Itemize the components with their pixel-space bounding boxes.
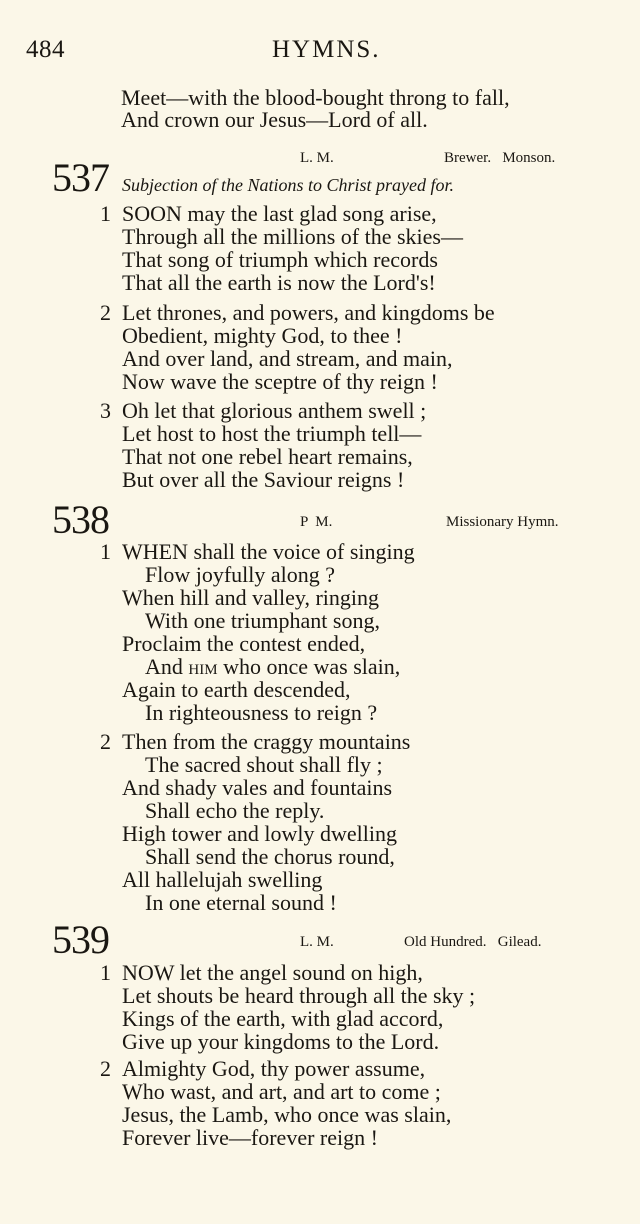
verse-line: Forever live—forever reign ! bbox=[122, 1125, 378, 1150]
verse-line: High tower and lowly dwelling bbox=[122, 821, 397, 846]
verse-line: Oh let that glorious anthem swell ; bbox=[122, 398, 427, 423]
divine-pronoun: him bbox=[188, 654, 218, 679]
meter-label: L. M. bbox=[300, 150, 334, 166]
verse-number: 1 bbox=[100, 201, 111, 226]
verse-line: Shall echo the reply. bbox=[145, 798, 325, 823]
hymn-number: 538 bbox=[52, 497, 109, 542]
meter-label: L. M. bbox=[300, 934, 334, 950]
verse-line: SOON may the last glad song arise, bbox=[122, 201, 437, 226]
verse-line: Obedient, mighty God, to thee ! bbox=[122, 323, 403, 348]
hymn-number: 539 bbox=[52, 917, 109, 962]
verse-number: 2 bbox=[100, 1056, 111, 1081]
carryover-line: Meet—with the blood-bought throng to fall, bbox=[121, 85, 510, 110]
tune-names: Missionary Hymn. bbox=[446, 514, 559, 530]
verse-line: That all the earth is now the Lord's! bbox=[122, 270, 436, 295]
verse-line: Let thrones, and powers, and kingdoms be bbox=[122, 300, 495, 325]
verse-line: All hallelujah swelling bbox=[122, 867, 323, 892]
carryover-line: And crown our Jesus—Lord of all. bbox=[121, 107, 428, 132]
verse-number: 1 bbox=[100, 539, 111, 564]
verse-line: Give up your kingdoms to the Lord. bbox=[122, 1029, 440, 1054]
verse-line: And him who once was slain, bbox=[145, 654, 401, 679]
verse-number: 1 bbox=[100, 960, 111, 985]
page-number: 484 bbox=[26, 36, 65, 63]
verse-number: 3 bbox=[100, 398, 111, 423]
meter-label: P M. bbox=[300, 514, 333, 530]
verse-line: WHEN shall the voice of singing bbox=[122, 539, 415, 564]
verse-line: Again to earth descended, bbox=[122, 677, 351, 702]
verse-line: In righteousness to reign ? bbox=[145, 700, 378, 725]
verse-line: Now wave the sceptre of thy reign ! bbox=[122, 369, 438, 394]
verse-line: But over all the Saviour reigns ! bbox=[122, 467, 405, 492]
verse-line: Proclaim the contest ended, bbox=[122, 631, 366, 656]
verse-number: 2 bbox=[100, 300, 111, 325]
tune-names: Brewer. Monson. bbox=[444, 150, 556, 166]
verse-line: Then from the craggy mountains bbox=[122, 729, 411, 754]
verse-line: That not one rebel heart remains, bbox=[122, 444, 413, 469]
verse-line: Kings of the earth, with glad accord, bbox=[122, 1006, 444, 1031]
running-title: HYMNS. bbox=[272, 36, 381, 63]
tune-names: Old Hundred. Gilead. bbox=[404, 934, 542, 950]
verse-line: Jesus, the Lamb, who once was slain, bbox=[122, 1102, 452, 1127]
verse-line: NOW let the angel sound on high, bbox=[122, 960, 423, 985]
verse-line: Shall send the chorus round, bbox=[145, 844, 395, 869]
verse-line: Through all the millions of the skies— bbox=[122, 224, 463, 249]
verse-line: Who wast, and art, and art to come ; bbox=[122, 1079, 441, 1104]
hymn-number: 537 bbox=[52, 155, 109, 200]
verse-line: Let host to host the triumph tell— bbox=[122, 421, 422, 446]
verse-number: 2 bbox=[100, 729, 111, 754]
verse-line: The sacred shout shall fly ; bbox=[145, 752, 383, 777]
verse-line: In one eternal sound ! bbox=[145, 890, 337, 915]
verse-line: And over land, and stream, and main, bbox=[122, 346, 453, 371]
verse-line: Almighty God, thy power assume, bbox=[122, 1056, 426, 1081]
hymn-subject: Subjection of the Nations to Christ prayed for. bbox=[122, 175, 454, 195]
verse-line: That song of triumph which records bbox=[122, 247, 438, 272]
verse-line: With one triumphant song, bbox=[145, 608, 380, 633]
verse-line: And shady vales and fountains bbox=[122, 775, 393, 800]
verse-line: Flow joyfully along ? bbox=[145, 562, 336, 587]
verse-line: When hill and valley, ringing bbox=[122, 585, 380, 610]
verse-line: Let shouts be heard through all the sky ; bbox=[122, 983, 476, 1008]
